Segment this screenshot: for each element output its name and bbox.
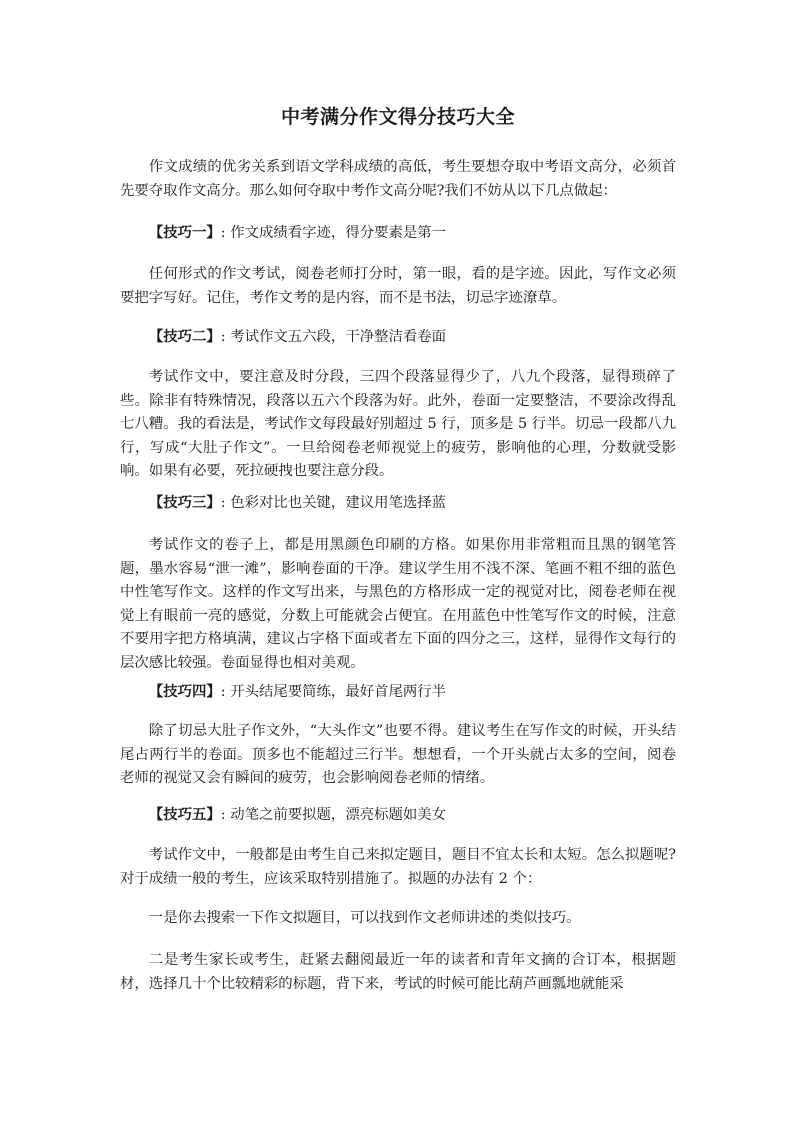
method-1-paragraph: 一是你去搜索一下作文拟题目，可以找到作文老师讲述的类似技巧。: [148, 910, 581, 926]
tip-1-label: 【技巧一】: [148, 224, 221, 241]
tip-3-heading: [120, 491, 676, 516]
tip-3-heading-text: : 色彩对比也关键，建议用笔选择蓝: [220, 495, 447, 511]
tip-5-body: 考试作文中，一般都是由考生自己来拟定题目，题目不宜太长和太短。怎么拟题呢?对于成绩一般的考生，应该采取特别措施了。拟题的办法有 2 个：: [120, 847, 676, 887]
tip-1-heading-text: : 作文成绩看字迹，得分要素是第一: [220, 225, 447, 241]
tip-5-heading-text: : 动笔之前要拟题，漂亮标题如美女: [220, 807, 447, 823]
tip-5-label: 【技巧五】: [148, 806, 221, 823]
tip-3-body: 考试作文的卷子上，都是用黑颜色印刷的方格。如果你用非常粗而且黑的钢笔答题，墨水容易“泄一滩”，影响卷面的干净。建议学生用不浅不深、笔画不粗不细的蓝色中性笔写作文。这样的作文写出来，与黑色的方格形成一定的视觉对比，阅卷老师在视觉上有眼前一亮的感觉，分数上可能就会占便宜。在用蓝色中性笔写作文的时候，注意不要用字把方格填满，建议占字格下面或者左下面的四分之三，这样，显得作文每行的层次感比较强。卷面显得也相对美观。: [120, 537, 676, 671]
tip-2-heading: [120, 325, 676, 350]
document-title: 中考满分作文得分技巧大全: [280, 106, 515, 128]
tip-4-label: 【技巧四】: [148, 683, 221, 700]
intro-paragraph: 作文成绩的优劣关系到语文学科成绩的高低，考生要想夺取中考语文高分，必须首先要夺取作文高分。那么如何夺取中考作文高分呢?我们不妨从以下几点做起：: [120, 159, 676, 199]
tip-1-heading: [120, 221, 676, 246]
method-2-paragraph: 二是考生家长或考生，赶紧去翻阅最近一年的读者和青年文摘的合订本，根据题材，选择几十个比较精彩的标题，背下来，考试的时候可能比葫芦画瓢地就能采: [120, 952, 676, 992]
tip-2-body: 考试作文中，要注意及时分段，三四个段落显得少了，八九个段落，显得琐碎了些。除非有特殊情况，段落以五六个段落为好。此外，卷面一定要整洁，不要涂改得乱七八糟。我的看法是，考试作文每段最好别超过 5 行，顶多是 5 行半。切忌一段都八九行，写成“大肚子作文”。一旦给阅卷老师视觉上的疲劳，影响他的心理，分数就受影响。如果有必要，死拉硬拽也要注意分段。: [120, 369, 676, 479]
tip-4-heading: [120, 680, 676, 705]
tip-1-body: 任何形式的作文考试，阅卷老师打分时，第一眼，看的是字迹。因此，写作文必须要把字写好。记住，考作文考的是内容，而不是书法，切忌字迹潦草。: [120, 266, 676, 306]
tip-2-label: 【技巧二】: [148, 328, 221, 345]
tip-5-heading: [120, 803, 676, 828]
tip-4-heading-text: : 开头结尾要简练，最好首尾两行半: [220, 684, 447, 700]
tip-3-label: 【技巧三】: [148, 494, 221, 511]
tip-4-body: 除了切忌大肚子作文外，“大头作文”也要不得。建议考生在写作文的时候，开头结尾占两行半的卷面。顶多也不能超过三行半。想想看，一个开头就占太多的空间，阅卷老师的视觉又会有瞬间的疲劳，也会影响阅卷老师的情绪。: [120, 723, 676, 786]
tip-2-heading-text: : 考试作文五六段，干净整洁看卷面: [220, 329, 447, 345]
